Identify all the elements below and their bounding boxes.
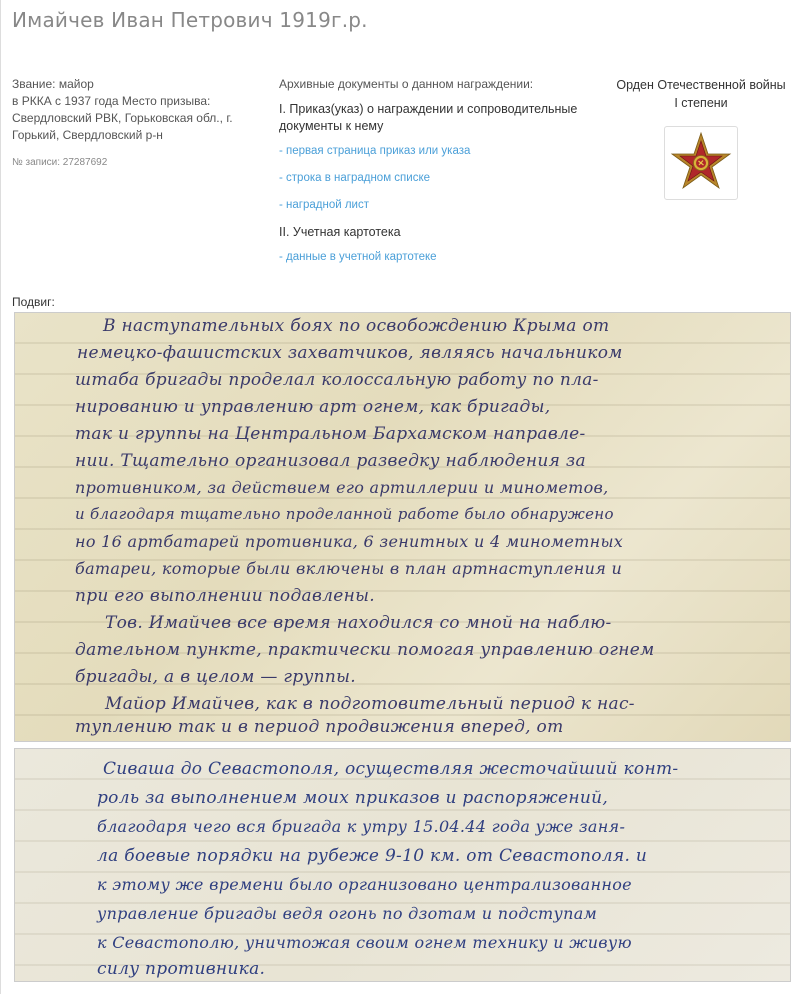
scan-line: при его выполнении подавлены. [75, 586, 375, 606]
scan-line: дательном пункте, практически помогая управлению огнем [75, 640, 655, 660]
scan-line: роль за выполнением моих приказов и распоряжений, [97, 788, 609, 808]
scan-line: благодаря чего вся бригада к утру 15.04.44 года уже заня- [97, 817, 626, 836]
scan-line: Майор Имайчев, как в подготовительный период к нас- [105, 694, 635, 714]
section-order: I. Приказ(указ) о награждении и сопроводительные документы к нему [279, 102, 578, 133]
link-award-sheet[interactable]: - наградной лист [279, 199, 369, 211]
award-info [606, 76, 796, 112]
person-info [12, 76, 267, 171]
scan-line: батареи, которые были включены в план артнаступления и [75, 559, 623, 578]
scan-line: управление бригады ведя огонь по дзотам и подступам [97, 904, 598, 923]
scan-line: но 16 артбатарей противника, 6 зенитных и 4 минометных [75, 532, 624, 551]
scan-line: немецко-фашистских захватчиков, являясь начальником [77, 343, 623, 363]
scan-line: к этому же времени было организовано централизованное [97, 875, 632, 894]
scan-line: Тов. Имайчев все время находился со мной на наблю- [105, 613, 612, 633]
scan-line: В наступательных боях по освобождению Крыма от [103, 316, 610, 336]
scan-line: противником, за действием его артиллерии и минометов, [75, 478, 609, 497]
feat-document-scan-1[interactable] [14, 312, 791, 742]
record-number: № записи: 27287692 [12, 157, 108, 168]
scan-line: нии. Тщательно организовал разведку наблюдения за [75, 451, 586, 471]
scan-line: ла боевые порядки на рубеже 9-10 км. от Севастополя. и [97, 846, 648, 866]
feat-label: Подвиг: [12, 295, 55, 309]
link-order-first-page[interactable]: - первая страница приказ или указа [279, 145, 471, 157]
scan-line: так и группы на Центральном Бархамском направле- [75, 424, 586, 444]
scan-line: нированию и управлению арт огнем, как бригады, [75, 397, 551, 417]
page-title: Имайчев Иван Петрович 1919г.р. [12, 8, 368, 32]
link-card-index-data[interactable]: - данные в учетной картотеке [279, 251, 437, 263]
award-name-line1: Орден Отечественной войны [616, 78, 786, 92]
scan-line: к Севастополю, уничтожая своим огнем технику и живую [97, 933, 632, 952]
scan-line: и благодаря тщательно проделанной работе было обнаружено [75, 505, 614, 523]
rank-text: Звание: майор [12, 77, 94, 91]
order-patriotic-war-icon [665, 127, 737, 199]
archive-heading: Архивные документы о данном награждении: [279, 77, 534, 91]
award-name-line2: I степени [674, 96, 728, 110]
award-image[interactable] [664, 126, 738, 200]
section-card-index: II. Учетная картотека [279, 225, 401, 239]
scan-line: штаба бригады проделал колоссальную работу по пла- [75, 370, 599, 390]
feat-document-scan-2[interactable] [14, 748, 791, 982]
link-award-list-line[interactable]: - строка в наградном списке [279, 172, 431, 184]
archive-documents [279, 76, 599, 276]
scan-line: бригады, а в целом — группы. [75, 667, 356, 687]
scan-line: Сиваша до Севастополя, осуществляя жесточайший конт- [103, 759, 679, 779]
service-text: в РККА с 1937 года Место призыва: Свердловский РВК, Горьковская обл., г. Горький, Свердловский р-н [12, 94, 233, 142]
scan-line: туплению так и в период продвижения вперед, от [75, 717, 564, 737]
scan-line: силу противника. [97, 959, 266, 979]
